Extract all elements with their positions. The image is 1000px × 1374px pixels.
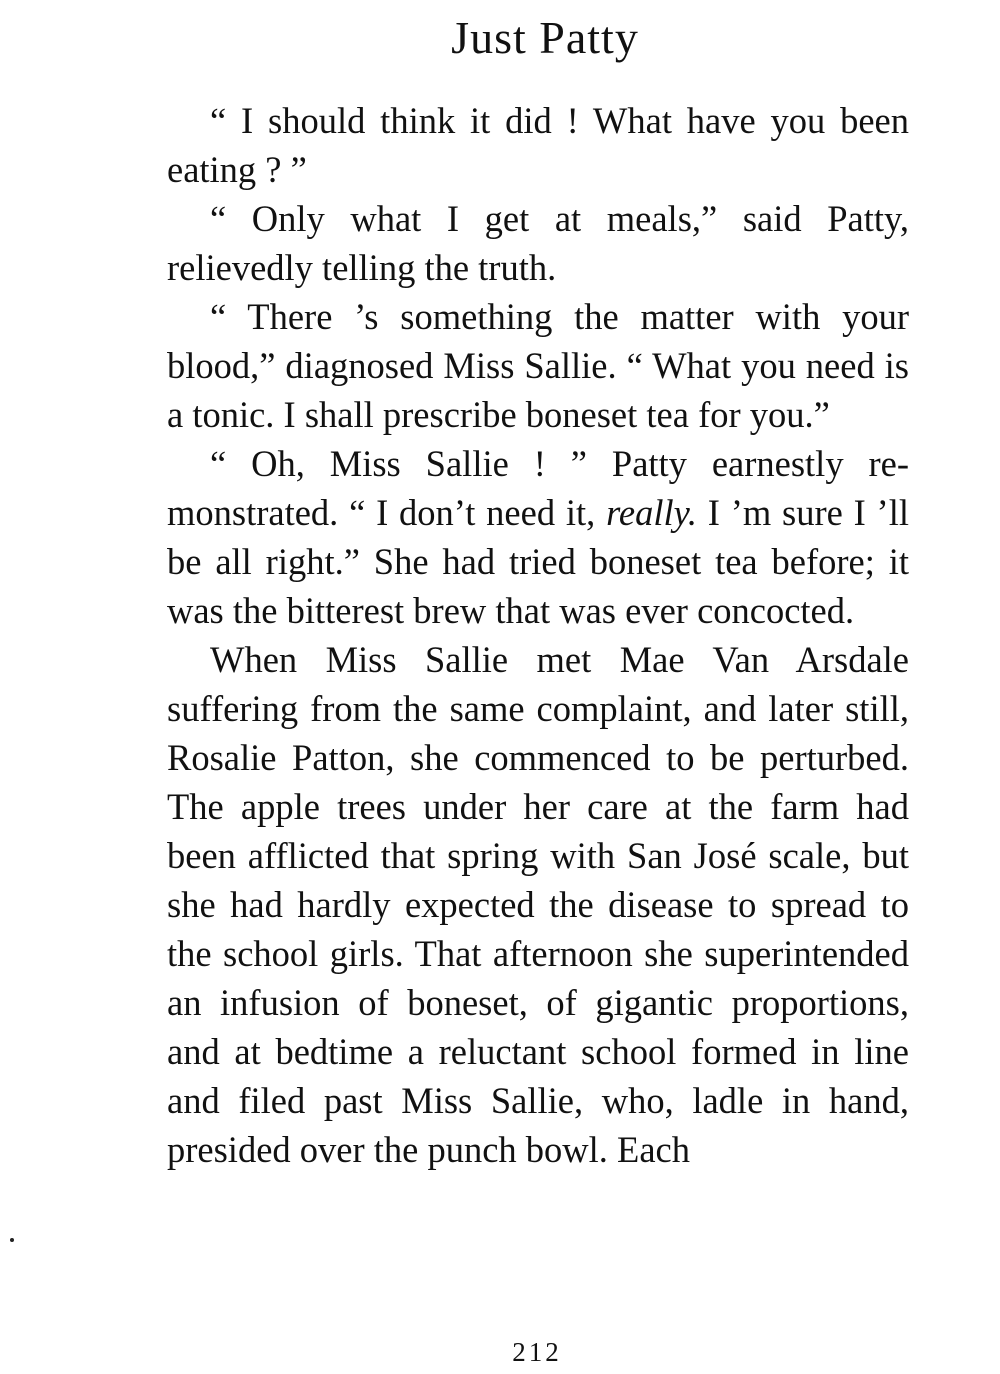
ink-speck — [10, 1238, 14, 1242]
paragraph — [167, 96, 909, 194]
paragraph-text: “ Only what I get at meals,” said Patty, relievedly telling the truth. — [167, 198, 909, 288]
page-number — [0, 1336, 1000, 1368]
paragraph — [167, 292, 909, 439]
paragraph — [167, 439, 909, 635]
paragraph — [167, 635, 909, 1174]
paragraph-text: “ There ’s something the matter with your blood,” diagnosed Miss Sallie. “ What you need is a tonic. I shall prescribe boneset tea for you.” — [167, 296, 909, 435]
page-number-text: 212 — [512, 1337, 562, 1367]
emphasized-word: really. — [606, 492, 697, 533]
paragraph-text: When Miss Sallie met Mae Van Arsdale suffering from the same complaint, and later still, Rosalie Patton, she commenced to be perturbed. The apple trees under her care at the farm had been afflicted that spring with San José scale, but she had hardly expected the disease to spread to the school girls. That afternoon she superintended an infusion of boneset, of gigantic proportions, and at bedtime a reluctant school formed in line and filed past Miss Sallie, who, ladle in hand, presided over the punch bowl. Each — [167, 639, 909, 1170]
paragraph — [167, 194, 909, 292]
body-text — [167, 96, 909, 1174]
running-head — [0, 8, 1000, 68]
running-title: Just Patty — [451, 12, 639, 63]
paragraph-text: I ’m sure I ’ll be all right.” She had tried boneset tea before; it was the bitterest brew that was ever concocted. — [167, 492, 909, 631]
paragraph-text: “ Oh, Miss Sallie ! ” Patty earnestly remonstrated. “ I don’t need it, — [167, 443, 909, 533]
paragraph-text: “ I should think it did ! What have you been eating ? ” — [167, 100, 909, 190]
